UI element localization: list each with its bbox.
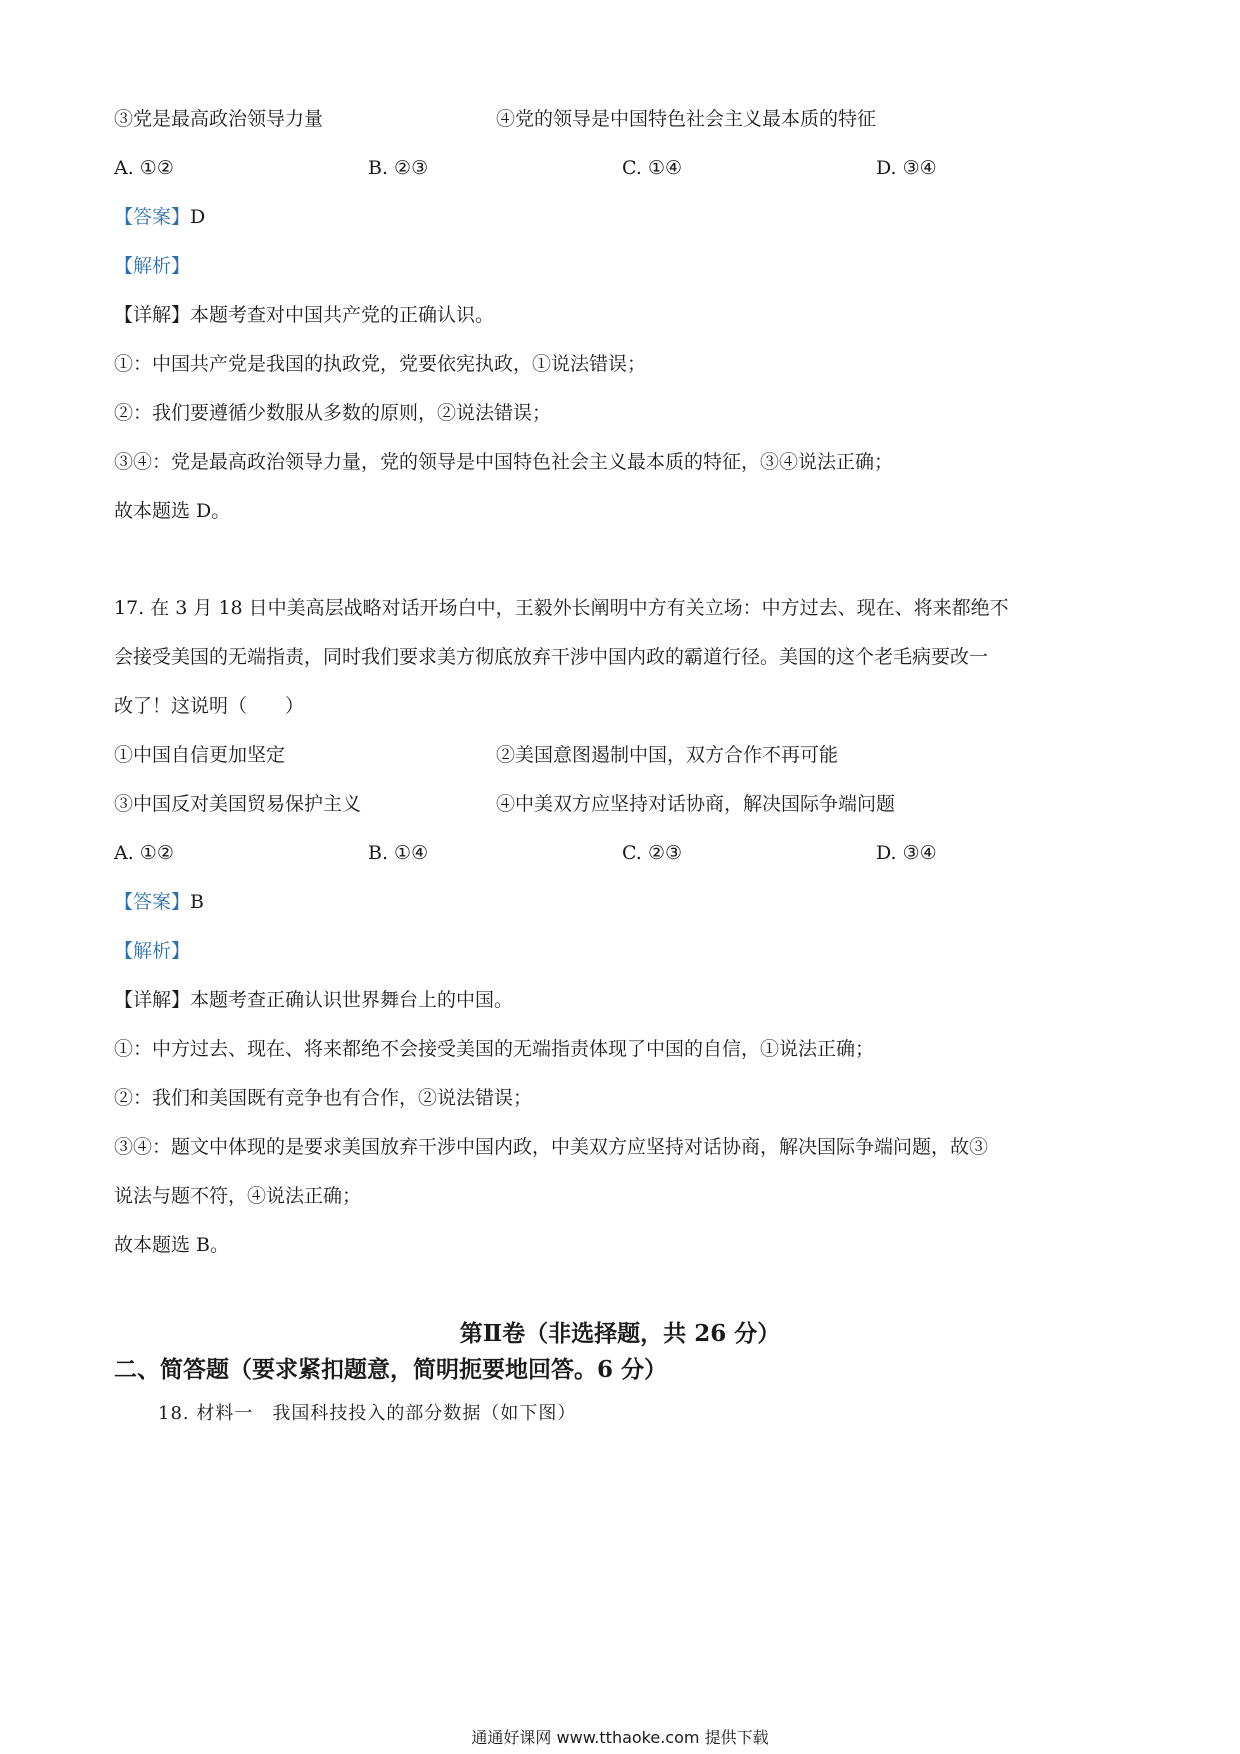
q16-option-b: B. ②③ bbox=[368, 157, 429, 179]
q17-explanation-line: ③④：题文中体现的是要求美国放弃干涉中国内政，中美双方应坚持对话协商，解决国际争端问题，故③ bbox=[114, 1136, 989, 1158]
q17-explanation-line: ②：我们和美国既有竞争也有合作，②说法错误； bbox=[114, 1087, 533, 1109]
answer-value: D bbox=[190, 206, 206, 228]
q17-analysis-tag: 【解析】 bbox=[114, 940, 191, 962]
q17-answer bbox=[114, 890, 204, 914]
answer-tag: 【答案】 bbox=[114, 891, 191, 913]
q16-explanation-line: ①：中国共产党是我国的执政党，党要依宪执政，①说法错误； bbox=[114, 353, 647, 375]
answer-tag: 【答案】 bbox=[114, 206, 191, 228]
q16-explanation-line: ②：我们要遵循少数服从多数的原则，②说法错误； bbox=[114, 402, 552, 424]
q17-option-c: C. ②③ bbox=[622, 842, 683, 864]
q16-explanation-line: ③④：党是最高政治领导力量，党的领导是中国特色社会主义最本质的特征，③④说法正确； bbox=[114, 451, 894, 473]
q17-stem-line: 会接受美国的无端指责，同时我们要求美方彻底放弃干涉中国内政的霸道行径。美国的这个老毛病要改一 bbox=[114, 646, 989, 668]
q17-statement-2: ②美国意图遏制中国，双方合作不再可能 bbox=[496, 744, 839, 766]
q17-option-b: B. ①④ bbox=[368, 842, 429, 864]
footer-site: 通通好课网 bbox=[471, 1728, 552, 1747]
footer-url: www.tthaoke.com bbox=[556, 1728, 700, 1747]
q17-statement-4: ④中美双方应坚持对话协商，解决国际争端问题 bbox=[496, 793, 896, 815]
q17-statement-3: ③中国反对美国贸易保护主义 bbox=[114, 793, 362, 815]
q16-analysis-tag: 【解析】 bbox=[114, 255, 191, 277]
q17-option-a: A. ①② bbox=[114, 842, 174, 864]
page-footer bbox=[0, 1728, 1240, 1748]
q17-option-d: D. ③④ bbox=[876, 842, 937, 864]
section-heading: 二、简答题（要求紧扣题意，简明扼要地回答。6 分） bbox=[114, 1356, 668, 1383]
q17-explanation-line: 说法与题不符，④说法正确； bbox=[114, 1185, 362, 1207]
q17-conclusion: 故本题选 B。 bbox=[114, 1234, 230, 1256]
q16-option-d: D. ③④ bbox=[876, 157, 937, 179]
q17-statement-1: ①中国自信更加坚定 bbox=[114, 744, 286, 766]
q17-stem-line: 17. 在 3 月 18 日中美高层战略对话开场白中，王毅外长阐明中方有关立场：中方过去、现在、将来都绝不 bbox=[114, 597, 1009, 619]
q16-conclusion: 故本题选 D。 bbox=[114, 500, 231, 522]
q17-detail: 【详解】本题考查正确认识世界舞台上的中国。 bbox=[114, 989, 514, 1011]
answer-value: B bbox=[190, 891, 204, 913]
part2-title: 第Ⅱ卷（非选择题，共 26 分） bbox=[459, 1320, 781, 1347]
q16-option-a: A. ①② bbox=[114, 157, 174, 179]
q16-statement-3: ③党是最高政治领导力量 bbox=[114, 108, 324, 130]
q17-explanation-line: ①：中方过去、现在、将来都绝不会接受美国的无端指责体现了中国的自信，①说法正确； bbox=[114, 1038, 875, 1060]
q18-material: 18. 材料一 我国科技投入的部分数据（如下图） bbox=[158, 1403, 577, 1424]
q16-detail: 【详解】本题考查对中国共产党的正确认识。 bbox=[114, 304, 495, 326]
q16-statement-4: ④党的领导是中国特色社会主义最本质的特征 bbox=[496, 108, 877, 130]
q17-stem-line: 改了！这说明（ ） bbox=[114, 695, 305, 717]
footer-suffix: 提供下载 bbox=[704, 1728, 769, 1747]
q16-option-c: C. ①④ bbox=[622, 157, 683, 179]
q16-answer bbox=[114, 205, 205, 229]
